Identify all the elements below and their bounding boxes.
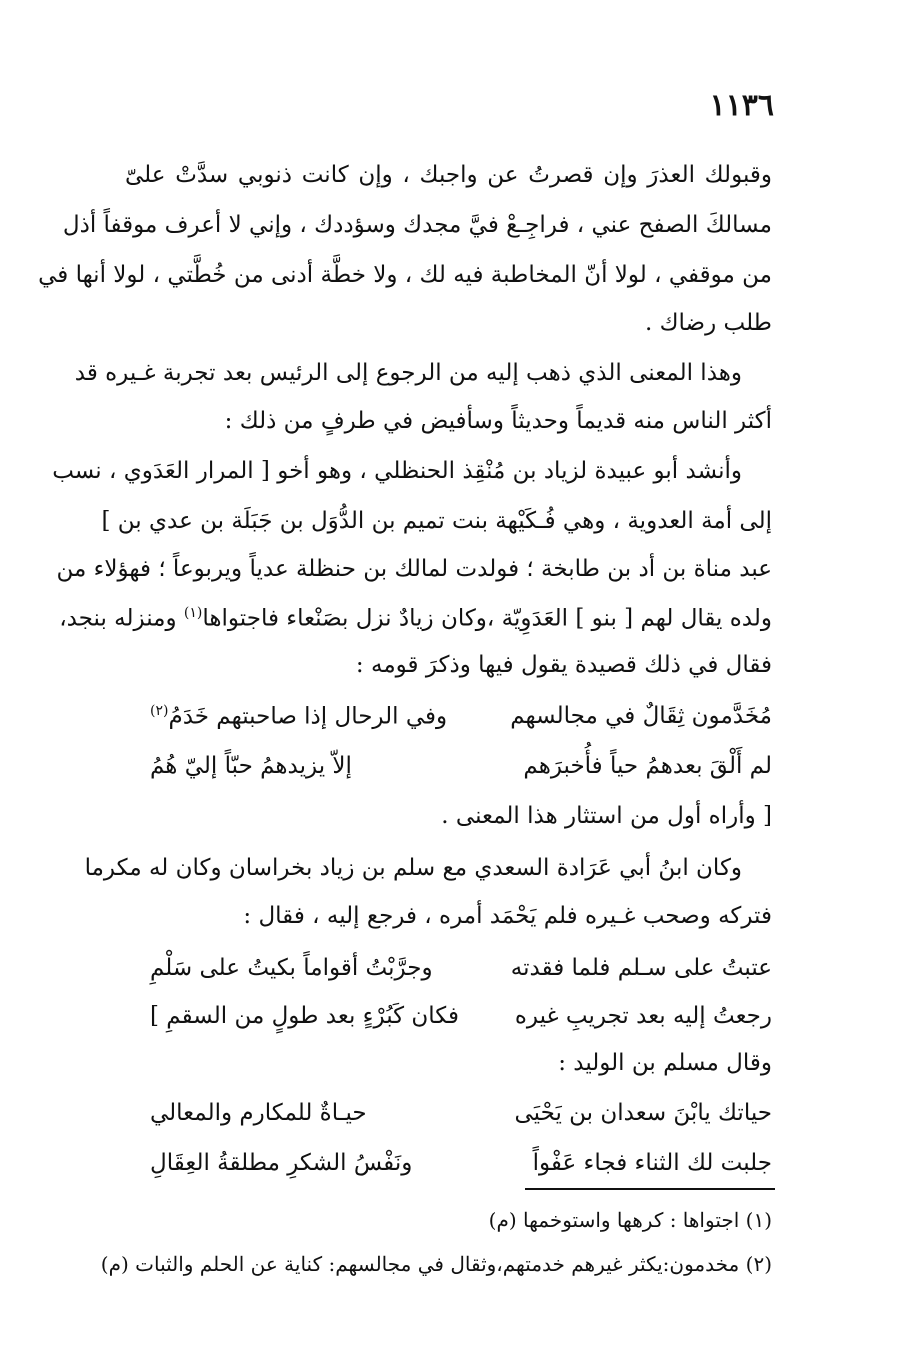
text-line: وأنشد أبو عبيدة لزياد بن مُنْقِذ الحنظلي ، وهو أخو [ المرار العَدَوي ، نسب: [52, 458, 742, 484]
verse-second-hemistich: ونَفْسُ الشكرِ مطلقةُ العِقَالِ: [150, 1150, 413, 1176]
text-line: فتركه وصحب غـيره فلم يَحْمَد أمره ، فرجع إليه ، فقال :: [243, 903, 772, 929]
text-line: من موقفي ، لولا أنّ المخاطبة فيه لك ، ولا خطَّة أدنى من خُطَّتي ، لولا أنها في: [38, 262, 772, 288]
footnote-rule: [525, 1188, 775, 1190]
text-line: وكان ابنُ أبي عَرَادة السعدي مع سلم بن زياد بخراسان وكان له مكرما: [84, 855, 742, 881]
text-line: وقال مسلم بن الوليد :: [558, 1050, 772, 1076]
verse-second-hemistich: [150, 703, 447, 730]
footnote-ref: (١): [183, 605, 203, 621]
footnote-ref: (٢): [150, 703, 169, 719]
verse-first-hemistich: مُخَدَّمون ثِقَالٌ في مجالسهم: [510, 703, 772, 729]
text-line: إلى أمة العدوية ، وهي فُـكَيْهة بنت تميم بن الدُّوَل بن جَبَلَة بن عدي بن ]: [101, 508, 772, 534]
text-segment: ومنزله بنجد،: [59, 605, 177, 632]
text-line: أكثر الناس منه قديماً وحديثاً وسأفيض في طرفٍ من ذلك :: [224, 408, 772, 434]
verse-second-hemistich: وجرَّبْتُ أقواماً بكيتُ على سَلْمِ: [150, 955, 433, 981]
verse-first-hemistich: عتبتُ على سـلم فلما فقدته: [510, 955, 772, 981]
text-line: مسالكَ الصفح عني ، فراجِـعْ فيَّ مجدك وسؤددك ، وإني لا أعرف موقفاً أذل: [62, 212, 772, 238]
text-line: طلب رضاك .: [644, 310, 772, 336]
verse-text: وفي الرحال إذا صاحبتهم خَدَمُ: [168, 703, 448, 730]
text-line: وقبولك العذرَ وإن قصرتُ عن واجبك ، وإن كانت ذنوبي سدَّتْ علىّ: [125, 162, 772, 188]
verse-first-hemistich: لم أَلْقَ بعدهمُ حياً فأُخبرَهم: [523, 753, 772, 779]
text-line: فقال في ذلك قصيدة يقول فيها وذكرَ قومه :: [355, 652, 772, 678]
page-number: ١١٣٦: [709, 88, 774, 123]
footnote: (١) اجتواها : كرهها واستوخمها (م): [488, 1208, 772, 1232]
text-line: [59, 605, 772, 632]
verse-first-hemistich: جلبت لك الثناء فجاء عَفْواً: [532, 1150, 772, 1176]
verse-second-hemistich: إلاّ يزيدهمُ حبّاً إليّ هُمُ: [150, 753, 352, 779]
text-line: [ وأراه أول من استثار هذا المعنى .: [441, 803, 772, 829]
text-segment: ولده يقال لهم [ بنو ] العَدَوِيّة ،وكان زيادٌ نزل بصَنْعاء فاجتواها: [202, 605, 772, 632]
verse-first-hemistich: رجعتُ إليه بعد تجريبِ غيره: [514, 1003, 772, 1029]
verse-first-hemistich: حياتك يابْنَ سعدان بن يَحْيَى: [514, 1100, 772, 1126]
verse-second-hemistich: حيـاةٌ للمكارم والمعالي: [150, 1100, 367, 1126]
footnote: (٢) مخدمون:يكثر غيرهم خدمتهم،وثقال في مجالسهم: كناية عن الحلم والثبات (م): [100, 1252, 772, 1276]
text-line: وهذا المعنى الذي ذهب إليه من الرجوع إلى الرئيس بعد تجربة غـيره قد: [74, 360, 742, 386]
text-line: عبد مناة بن أد بن طابخة ؛ فولدت لمالك بن حنظلة عدياً ويربوعاً ؛ فهؤلاء من: [56, 556, 772, 582]
verse-second-hemistich: فكان كَبُرْءٍ بعد طولٍ من السقمِ ]: [150, 1003, 459, 1029]
